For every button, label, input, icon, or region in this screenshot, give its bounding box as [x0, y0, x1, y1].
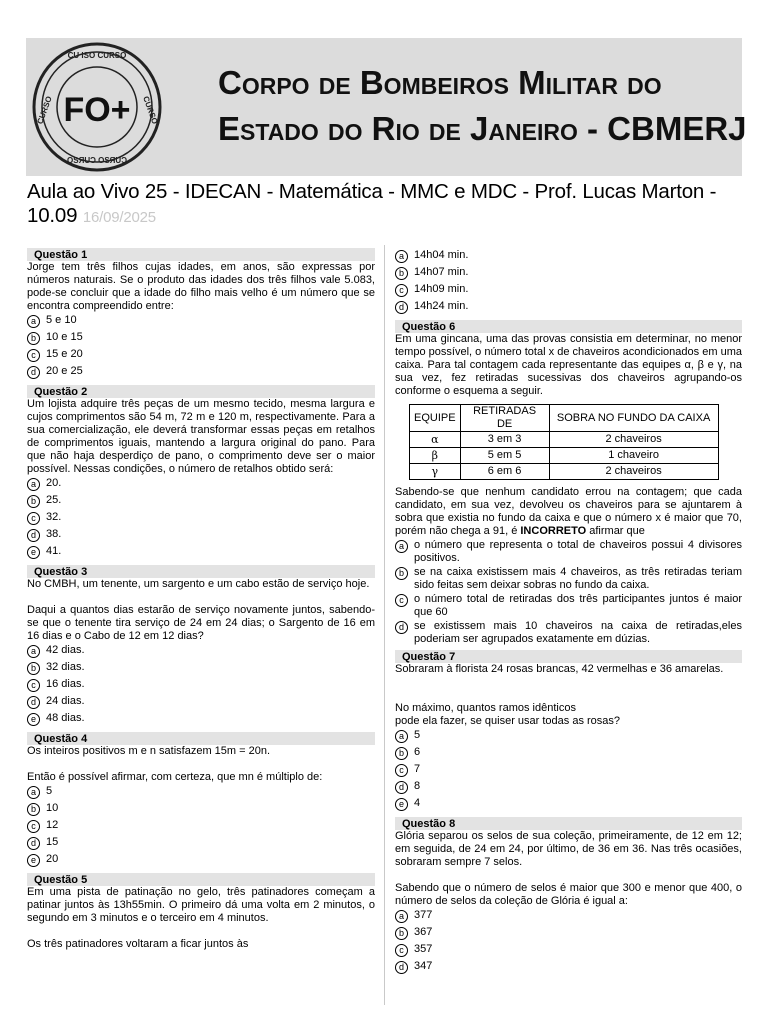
option-letter: a	[395, 540, 408, 553]
option-d[interactable]: d se existissem mais 10 chaveiros na caixa de retiradas,eles poderiam ser agrupados exatamente em dúzias.	[395, 620, 742, 646]
question-6	[395, 320, 742, 646]
question-text: Em uma gincana, uma das provas consistia em determinar, no menor tempo possível, o número total x de chaveiros acondicionados em uma caixa. Para tal contagem cada representante das equipes α, β e γ, na sua vez, fez retiradas sucessivas dos chaveiros agrupando-os conforme o esquema a seguir.	[395, 333, 742, 397]
question-text: Então é possível afirmar, com certeza, que mn é múltiplo de:	[27, 771, 323, 783]
question-text: Em uma pista de patinação no gelo, três patinadores começam a patinar juntos às 13h55min. O primeiro dá uma volta em 2 minutos, o segundo em 3 minutos e o terceiro em 4 minutos.	[27, 886, 375, 924]
option-letter: c	[395, 594, 408, 607]
question-header: Questão 3	[27, 565, 375, 578]
option-a[interactable]: a 42 dias.	[27, 644, 375, 660]
option-letter: e	[27, 546, 40, 559]
document-title	[27, 180, 743, 230]
option-letter: c	[27, 820, 40, 833]
option-d[interactable]: d 14h24 min.	[395, 300, 742, 316]
option-letter: d	[395, 781, 408, 794]
option-c[interactable]: c o número total de retiradas dos três participantes juntos é maior que 60	[395, 593, 742, 619]
question-2	[27, 385, 375, 561]
question-header: Questão 6	[395, 320, 742, 333]
question-1	[27, 248, 375, 381]
option-letter: b	[395, 927, 408, 940]
question-5	[27, 873, 375, 951]
option-letter: d	[27, 366, 40, 379]
question-text: Jorge tem três filhos cujas idades, em anos, são expressas por números naturais. Se o produto das idades dos três filhos vale 5.083, pode-se concluir que a idade do filho mais velho é um número que se encontra compreendido entre:	[27, 261, 375, 312]
svg-text:CURSO: CURSO	[35, 95, 54, 126]
question-header: Questão 1	[27, 248, 375, 261]
option-letter: b	[27, 332, 40, 345]
svg-text:CU ISO CURSO: CU ISO CURSO	[67, 51, 127, 60]
question-header: Questão 8	[395, 817, 742, 830]
option-b[interactable]: b 6	[395, 746, 742, 762]
option-letter: d	[27, 696, 40, 709]
option-e[interactable]: e 48 dias.	[27, 712, 375, 728]
institution-title-line1: Corpo de Bombeiros Militar do	[218, 64, 662, 101]
question-header: Questão 7	[395, 650, 742, 663]
question-text: Daqui a quantos dias estarão de serviço novamente juntos, sabendo-se que o tenente tira serviço de 24 em 24 dias; o Sargento de 16 em 16 dias e o Cabo de 12 em 12 dias?	[27, 604, 375, 642]
option-letter: a	[395, 730, 408, 743]
option-letter: c	[395, 944, 408, 957]
option-c[interactable]: c 15 e 20	[27, 348, 375, 364]
option-letter: e	[27, 713, 40, 726]
table-header-row	[410, 405, 719, 432]
question-text: Sabendo-se que nenhum candidato errou na contagem; que cada candidato, em sua vez, devolveu os chaveiros para se ajuntarem à sobra que existia no fundo da caixa e que o número x é maior que 70, porém não chega a 91, é INCORRETO afirmar que	[395, 486, 742, 537]
option-b[interactable]: b 14h07 min.	[395, 266, 742, 282]
table-header: EQUIPE	[410, 405, 461, 432]
option-letter: c	[27, 512, 40, 525]
question-4	[27, 732, 375, 869]
option-letter: d	[27, 529, 40, 542]
question-text: Um lojista adquire três peças de um mesmo tecido, mesma largura e cujos comprimentos são 54 m, 72 m e 120 m, respectivamente. Para a sua comercialização, ele deverá transformar essas peças em retalhos de comprimentos iguais, mantendo a largura original do pano. Para que não haja desperdiço de pano, o comprimento deve ser o maior possível. Nessas condições, o número de retalhos obtido será:	[27, 398, 375, 475]
option-letter: a	[27, 645, 40, 658]
option-letter: a	[27, 478, 40, 491]
option-letter: a	[395, 910, 408, 923]
question-text: No CMBH, um tenente, um sargento e um cabo estão de serviço hoje.	[27, 578, 370, 590]
option-a[interactable]: a 20.	[27, 477, 375, 493]
option-a[interactable]: a 5	[395, 729, 742, 745]
question-text: Sabendo que o número de selos é maior que 300 e menor que 400, o número de selos da coleção de Glória é igual a:	[395, 882, 742, 907]
option-a[interactable]: a o número que representa o total de chaveiros possui 4 divisores positivos.	[395, 539, 742, 565]
option-letter: a	[395, 250, 408, 263]
option-letter: c	[27, 349, 40, 362]
option-c[interactable]: c 7	[395, 763, 742, 779]
question-text: pode ela fazer, se quiser usar todas as rosas?	[395, 715, 621, 727]
svg-text:FO+: FO+	[63, 91, 131, 129]
course-logo	[30, 41, 164, 173]
question-7	[395, 650, 742, 813]
option-letter: c	[395, 284, 408, 297]
option-letter: b	[27, 495, 40, 508]
option-c[interactable]: c 12	[27, 819, 375, 835]
lesson-title: Aula ao Vivo 25 - IDECAN - Matemática - MMC e MDC - Prof. Lucas Marton - 10.09	[27, 180, 717, 227]
option-c[interactable]: c 14h09 min.	[395, 283, 742, 299]
option-letter: b	[395, 567, 408, 580]
option-c[interactable]: c 32.	[27, 511, 375, 527]
option-letter: b	[395, 267, 408, 280]
option-a[interactable]: a 5 e 10	[27, 314, 375, 330]
question-text: No máximo, quantos ramos idênticos	[395, 702, 576, 714]
table-row: γ 6 em 6 2 chaveiros	[410, 464, 719, 480]
column-divider	[384, 245, 385, 1005]
option-letter: e	[395, 798, 408, 811]
question-text: Os três patinadores voltaram a ficar juntos às	[27, 938, 249, 950]
option-c[interactable]: c 16 dias.	[27, 678, 375, 694]
option-letter: d	[27, 837, 40, 850]
option-letter: b	[395, 747, 408, 760]
option-a[interactable]: a 5	[27, 785, 375, 801]
question-text: Os inteiros positivos m e n satisfazem 15m = 20n.	[27, 745, 271, 757]
option-letter: b	[27, 803, 40, 816]
left-column	[27, 248, 375, 955]
question-header: Questão 4	[27, 732, 375, 745]
institution-title-line2: Estado do Rio de Janeiro - CBMERJ	[218, 110, 747, 147]
question-5-options	[395, 249, 742, 316]
option-b[interactable]: b 32 dias.	[27, 661, 375, 677]
option-b[interactable]: b se na caixa existissem mais 4 chaveiros, as três retiradas teriam sido feitas sem deixar sobras no fundo da caixa.	[395, 566, 742, 592]
option-letter: c	[27, 679, 40, 692]
option-letter: c	[395, 764, 408, 777]
option-c[interactable]: c 357	[395, 943, 742, 959]
option-b[interactable]: b 10	[27, 802, 375, 818]
table-row: β 5 em 5 1 chaveiro	[410, 448, 719, 464]
option-letter: d	[395, 961, 408, 974]
option-d[interactable]: d 24 dias.	[27, 695, 375, 711]
option-d[interactable]: d 347	[395, 960, 742, 976]
option-letter: e	[27, 854, 40, 867]
table-header: SOBRA NO FUNDO DA CAIXA	[549, 405, 718, 432]
option-letter: a	[27, 315, 40, 328]
table-row: α 3 em 3 2 chaveiros	[410, 432, 719, 448]
question-header: Questão 2	[27, 385, 375, 398]
option-d[interactable]: d 20 e 25	[27, 365, 375, 381]
table-header: RETIRADAS DE	[460, 405, 549, 432]
question-text: Glória separou os selos de sua coleção, primeiramente, de 12 em 12; em seguida, de 24 em 24, por último, de 36 em 36. Nas três ocasiões, sobraram sempre 7 selos.	[395, 830, 742, 868]
question-text: Sobraram à florista 24 rosas brancas, 42 vermelhas e 36 amarelas.	[395, 663, 724, 675]
option-b[interactable]: b 25.	[27, 494, 375, 510]
option-letter: b	[27, 662, 40, 675]
svg-text:OSЯUƆ OSЯUƆ: OSЯUƆ OSЯUƆ	[67, 156, 127, 165]
header-banner	[26, 38, 747, 176]
option-e[interactable]: e 41.	[27, 545, 375, 561]
right-column	[395, 248, 742, 980]
withdrawal-table	[409, 404, 719, 480]
option-letter: d	[395, 301, 408, 314]
institution-title	[218, 60, 747, 152]
lesson-date: 16/09/2025	[82, 209, 156, 226]
option-a[interactable]: a 377	[395, 909, 742, 925]
question-8	[395, 817, 742, 976]
question-3	[27, 565, 375, 728]
question-header: Questão 5	[27, 873, 375, 886]
option-letter: a	[27, 786, 40, 799]
option-b[interactable]: b 367	[395, 926, 742, 942]
option-letter: d	[395, 621, 408, 634]
option-d[interactable]: d 8	[395, 780, 742, 796]
option-d[interactable]: d 38.	[27, 528, 375, 544]
option-d[interactable]: d 15	[27, 836, 375, 852]
option-a[interactable]: a 14h04 min.	[395, 249, 742, 265]
svg-text:CURSO: CURSO	[141, 95, 160, 126]
option-e[interactable]: e 20	[27, 853, 375, 869]
option-e[interactable]: e 4	[395, 797, 742, 813]
option-b[interactable]: b 10 e 15	[27, 331, 375, 347]
